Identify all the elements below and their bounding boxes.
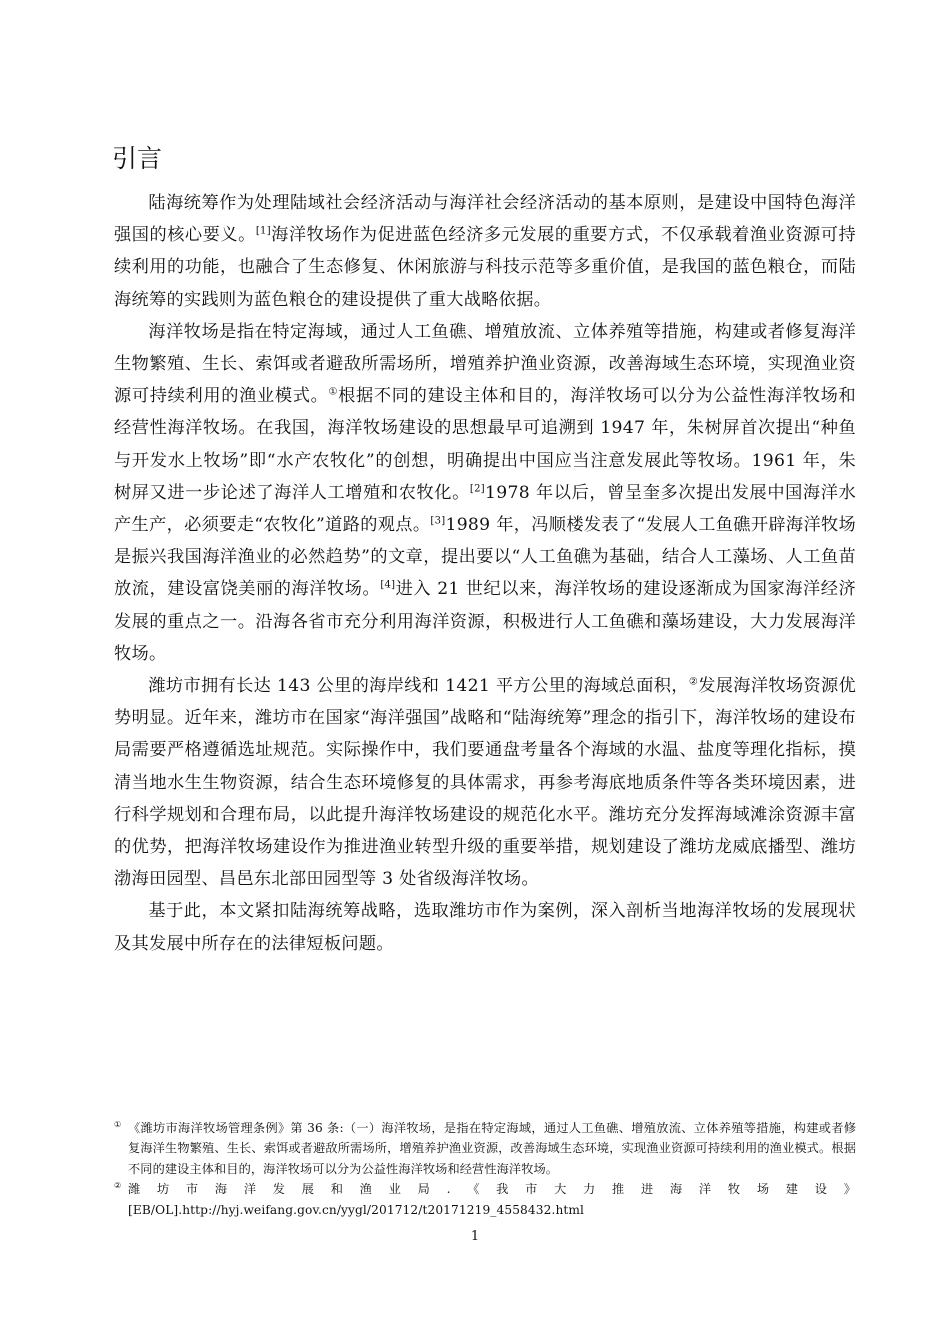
footnotes [114, 1118, 856, 1220]
footnote [114, 1179, 856, 1220]
paragraph-text: 进入 21 世纪以来，海洋牧场的建设逐渐成为国家海洋经济发展的重点之一。沿海各省市充分利用海洋资源，积极进行人工鱼礁和藻场建设，大力发展海洋牧场。 [114, 579, 856, 664]
footnote-mark: ② [114, 1181, 122, 1191]
citation-mark: [3] [430, 515, 446, 527]
paragraph [114, 187, 856, 316]
paragraph-text: 1978 年以后，曾呈奎多次提出发展中国海洋水产生产，必须要走“农牧化”道路的观点。 [114, 482, 856, 536]
footnote-text: 《潍坊市海洋牧场管理条例》第 36 条:（一）海洋牧场，是指在特定海域，通过人工鱼礁、增殖放流、立体养殖等措施，构建或者修复海洋生物繁殖、生长、索饵或者避敌所需场所，增殖养护渔业资源，改善海域生态环境，实现渔业资源可持续利用的渔业模式。根据不同的建设主体和目的，海洋牧场可以分为公益性海洋牧场和经营性海洋牧场。 [128, 1121, 856, 1176]
paragraph-text: 陆海统筹作为处理陆域社会经济活动与海洋社会经济活动的基本原则，是建设中国特色海洋强国的核心要义。 [114, 193, 856, 246]
citation-mark: [1] [255, 225, 271, 237]
paragraph [114, 316, 856, 670]
paragraph-text: 潍坊市拥有长达 143 公里的海岸线和 1421 平方公里的海域总面积， [148, 676, 689, 697]
paragraph-text: 发展海洋牧场资源优势明显。近年来，潍坊市在国家“海洋强国”战略和“陆海统筹”理念的指引下，海洋牧场的建设布局需要严格遵循选址规范。实际操作中，我们要通盘考量各个海域的水温、盐度等理化指标，摸清当地水生生物资源，结合生态环境修复的具体需求，再参考海底地质条件等各类环境因素，进行科学规划和合理布局，以此提升海洋牧场建设的规范化水平。潍坊充分发挥海域滩涂资源丰富的优势，把海洋牧场建设作为推进渔业转型升级的重要举措，规划建设了潍坊龙威底播型、潍坊渤海田园型、昌邑东北部田园型等 3 处省级海洋牧场。 [114, 676, 857, 890]
citation-mark: ① [328, 386, 339, 398]
citation-mark: [4] [380, 579, 396, 591]
footnote-text: 潍坊市海洋发展和渔业局.《我市大力推进海洋牧场建设》[EB/OL].http://hyj.weifang.gov.cn/yygl/201712/t20171219_4558432.html [128, 1182, 856, 1217]
section-heading: 引言 [112, 144, 163, 173]
page-number: 1 [470, 1229, 480, 1244]
paragraph-text: 海洋牧场是指在特定海域，通过人工鱼礁、增殖放流、立体养殖等措施，构建或者修复海洋生物繁殖、生长、索饵或者避敌所需场所，增殖养护渔业资源，改善海域生态环境，实现渔业资源可持续利用的渔业模式。 [114, 321, 856, 407]
paragraph-text: 基于此，本文紧扣陆海统筹战略，选取潍坊市作为案例，深入剖析当地海洋牧场的发展现状及其发展中所存在的法律短板问题。 [114, 901, 856, 954]
footnote [114, 1118, 856, 1179]
paragraph-text: 1989 年，冯顺楼发表了“发展人工鱼礁开辟海洋牧场是振兴我国海洋渔业的必然趋势”的文章，提出要以“人工鱼礁为基础，结合人工藻场、人工鱼苗放流，建设富饶美丽的海洋牧场。 [114, 515, 856, 600]
paragraph [114, 670, 856, 895]
footnote-mark: ① [114, 1120, 122, 1129]
citation-mark: ② [688, 676, 699, 688]
citation-mark: [2] [469, 483, 485, 495]
body-text [114, 187, 856, 960]
paragraph-text: 海洋牧场作为促进蓝色经济多元发展的重要方式，不仅承载着渔业资源可持续利用的功能，也融合了生态修复、休闲旅游与科技示范等多重价值，是我国的蓝色粮仓，而陆海统筹的实践则为蓝色粮仓的建设提供了重大战略依据。 [114, 225, 856, 310]
paragraph-text: 根据不同的建设主体和目的，海洋牧场可以分为公益性海洋牧场和经营性海洋牧场。在我国，海洋牧场建设的思想最早可追溯到 1947 年，朱树屏首次提出“种鱼与开发水上牧场”即“水产农牧化”的创想，明确提出中国应当注意发展此等牧场。1961 年，朱树屏又进一步论述了海洋人工增殖和农牧化。 [114, 386, 857, 503]
paragraph [114, 895, 856, 959]
